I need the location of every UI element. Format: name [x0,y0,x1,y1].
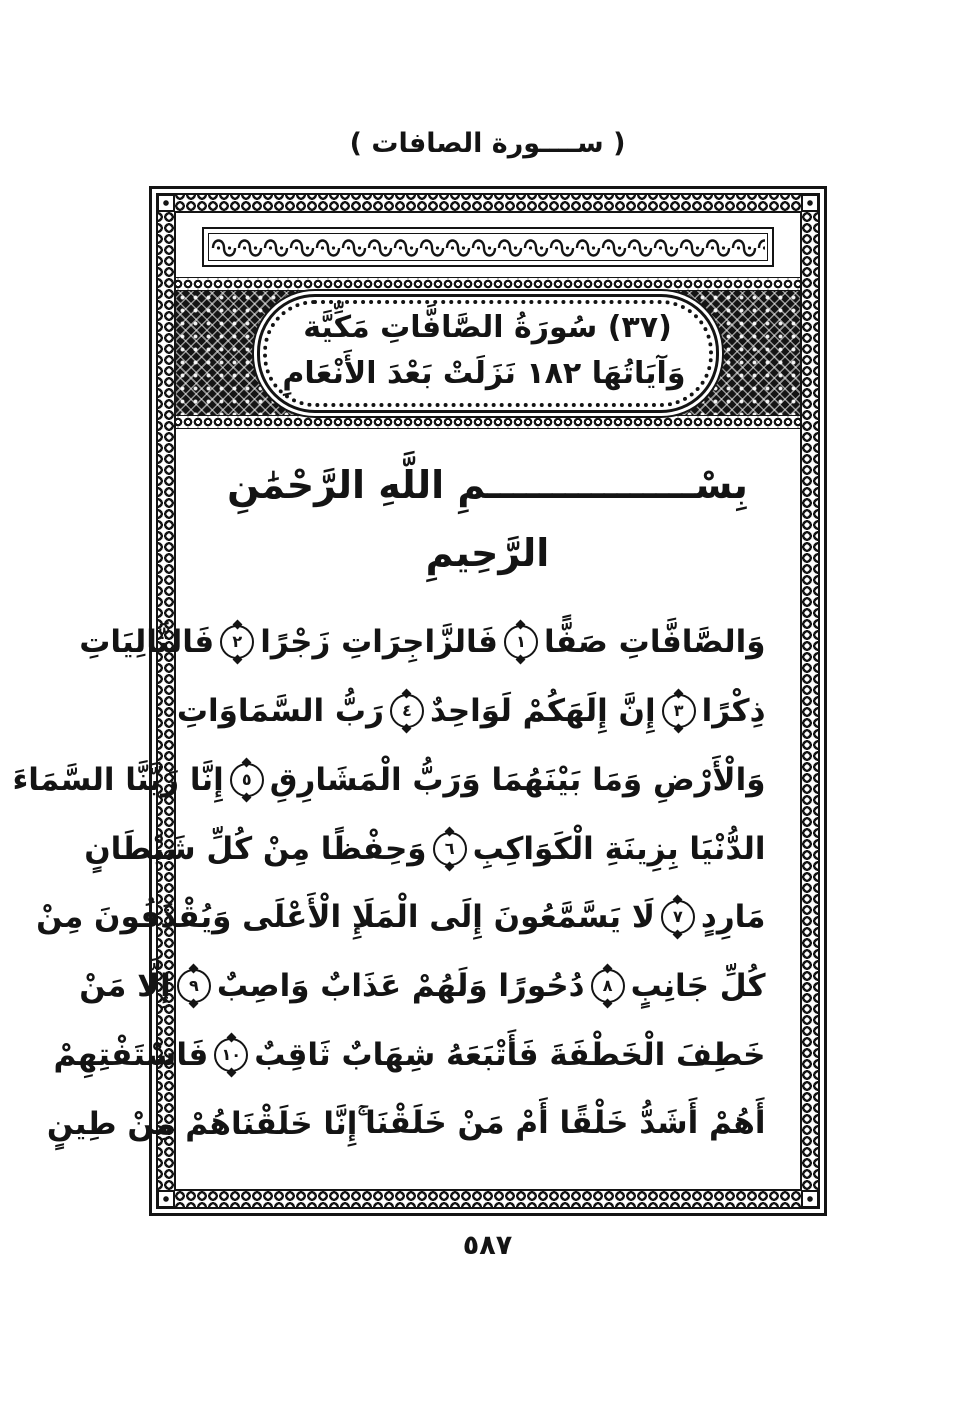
surah-title-line-1: (٣٧) سُورَةُ الصَّافَّاتِ مَكِّيَّة [303,309,672,345]
verse-text: فَالزَّاجِرَاتِ زَجْرًا [260,624,498,661]
verse-text: كُلِّ جَانِبٍ [630,967,766,1004]
ayah-marker [591,969,625,1003]
ayah-number: ١٠ [221,1044,242,1064]
ayah-number: ٧ [673,907,683,927]
ayah-number: ٥ [241,769,252,789]
verse-text: إِنَّ إِلَهَكُمْ لَوَاحِدٌ [429,693,656,730]
quran-line [36,899,766,936]
frame-corner-ornament [801,194,819,212]
surah-title-line-2: وَآيَاتُهَا ١٨٢ نَزَلَتْ بَعْدَ الأَنْعَامِ [282,356,686,391]
arabesque-ornament [176,291,800,415]
verse-text: إِلَّا مَنْ [79,967,171,1004]
ayah-number: ١ [516,632,526,652]
ayah-number: ٨ [602,975,613,995]
top-ornament-band [202,227,774,267]
ayah-marker [662,694,696,728]
frame-corner-ornament [157,1190,175,1208]
quran-line [12,761,766,798]
verse-text: إِنَّا زَيَّنَّا السَّمَاءَ [12,761,224,798]
verse-text: فَالتَّالِيَاتِ [79,624,215,661]
verse-text: وَالصَّافَّاتِ صَفًّا [543,624,766,661]
ayah-number: ٦ [444,838,455,858]
ayah-number: ٢ [232,632,243,652]
verse-text: وَالْأَرْضِ وَمَا بَيْنَهُمَا وَرَبُّ الْمَشَارِقِ [269,761,766,798]
bead-chain-border [12,193,820,1209]
ayah-marker [177,969,211,1003]
verse-text: فَاسْتَفْتِهِمْ [53,1036,209,1073]
ayah-marker [220,625,254,659]
quran-line [79,967,766,1004]
ayah-marker [230,763,264,797]
verse-text: دُحُورًا وَلَهُمْ عَذَابٌ وَاصِبٌ [216,967,585,1004]
ayah-marker [390,694,424,728]
ayah-marker [661,900,695,934]
verse-text: أَهُمْ أَشَدُّ خَلْقًا أَمْ مَنْ خَلَقْنَا ۚ [357,1105,766,1142]
surah-title-cartouche [176,277,800,429]
verse-text: إِنَّا خَلَقْنَاهُمْ مِنْ طِينٍ [46,1105,358,1142]
quran-line [53,1036,766,1073]
surah-title-panel [257,294,719,413]
verse-text: رَبُّ السَّمَاوَاتِ [176,693,384,730]
page-number: ٥٨٧ [462,1230,513,1261]
ayah-number: ٩ [188,975,199,995]
frame-corner-ornament [157,194,175,212]
quran-line [84,830,766,867]
frame-inner-area [12,211,802,1191]
bismillah-calligraphy: بِسْــــــــــــــــمِ اللَّهِ الرَّحْمَٰنِ الرَّحِيمِ [227,463,748,576]
verse-area [12,588,800,1189]
quran-line [79,624,766,661]
running-header-surah-name: ( ســــورة الصافات ) [349,128,626,159]
ayah-marker [433,832,467,866]
ayah-marker [214,1038,248,1072]
chain-border-bottom [176,415,800,429]
verse-text: مَارِدٍ [700,899,766,936]
quran-line [46,1105,766,1142]
chain-border-top [176,277,800,291]
scroll-pattern-svg [211,236,765,258]
verse-text: وَحِفْظًا مِنْ كُلِّ شَيْطَانٍ [84,830,427,867]
frame-corner-ornament [801,1190,819,1208]
meander-scroll-pattern [208,233,768,261]
verse-text: الدُّنْيَا بِزِينَةِ الْكَوَاكِبِ [472,830,766,867]
ayah-marker [504,625,538,659]
verse-text: ذِكْرًا [701,693,766,730]
quran-line [176,693,766,730]
verse-text: خَطِفَ الْخَطْفَةَ فَأَتْبَعَهُ شِهَابٌ ثَاقِبٌ [254,1036,766,1073]
ayah-number: ٤ [402,701,412,721]
verse-text: لَا يَسَّمَّعُونَ إِلَى الْمَلَإِ الْأَعْلَى وَيُقْذَفُونَ مِنْ [36,899,655,936]
page-border-frame [12,186,827,1216]
ayah-number: ٣ [673,701,684,721]
